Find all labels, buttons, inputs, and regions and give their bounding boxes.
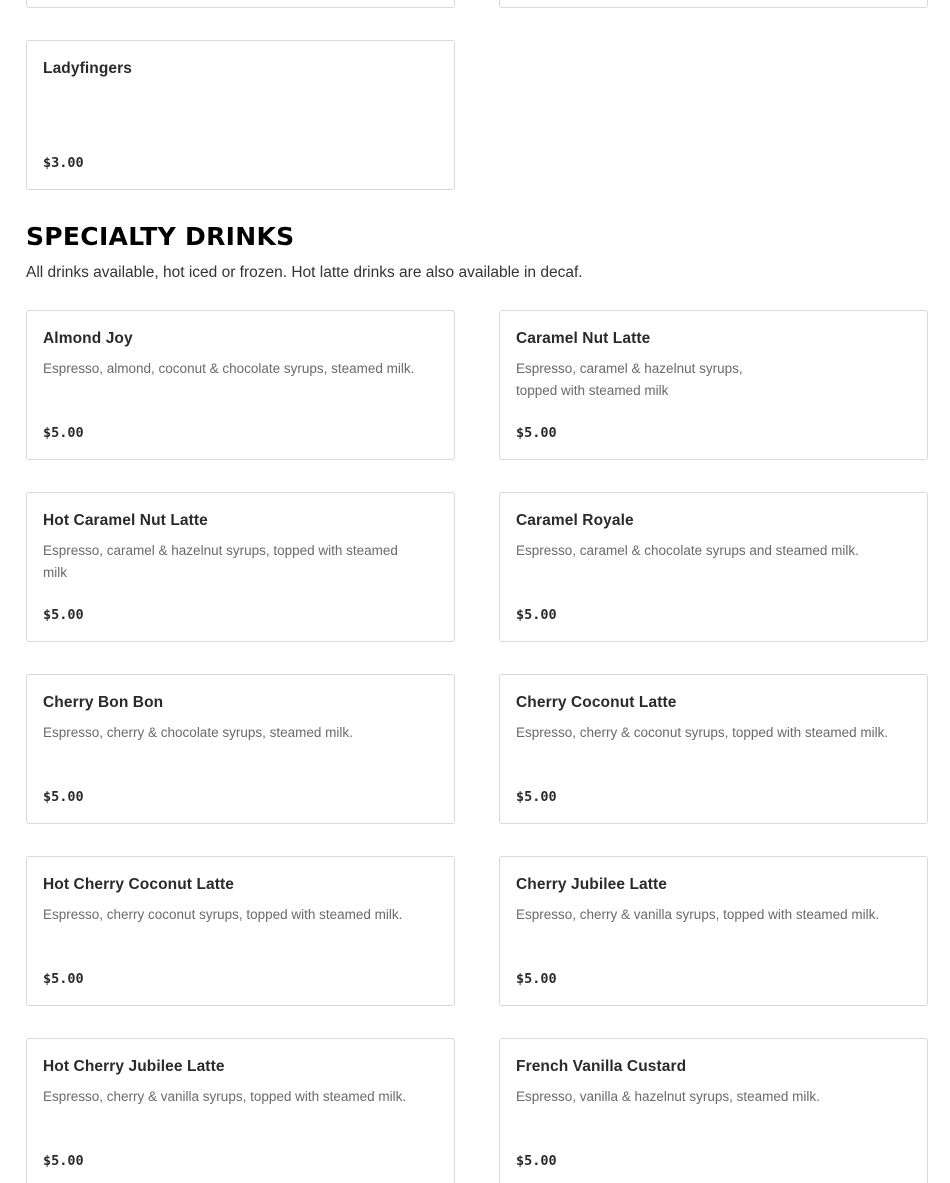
menu-item-name: Hot Cherry Jubilee Latte xyxy=(43,1058,225,1075)
menu-item-name: Cherry Bon Bon xyxy=(43,694,164,711)
section-subtitle: All drinks available, hot iced or frozen. Hot latte drinks are also available in decaf. xyxy=(26,264,583,281)
menu-item-name: Cherry Coconut Latte xyxy=(516,694,677,711)
menu-item-card-almond-joy[interactable] xyxy=(26,310,455,460)
menu-item-price: $3.00 xyxy=(43,155,84,171)
menu-item-card-cutoff[interactable] xyxy=(26,0,455,8)
menu-item-name: Caramel Royale xyxy=(516,512,634,529)
menu-item-price: $5.00 xyxy=(516,425,557,441)
menu-item-price: $5.00 xyxy=(43,789,84,805)
menu-item-card-cherry-bon-bon[interactable] xyxy=(26,674,455,824)
menu-item-name: Almond Joy xyxy=(43,330,133,347)
menu-item-price: $5.00 xyxy=(516,1153,557,1169)
menu-item-name: French Vanilla Custard xyxy=(516,1058,687,1075)
menu-item-name: Hot Cherry Coconut Latte xyxy=(43,876,234,893)
menu-item-description: Espresso, cherry & vanilla syrups, topped with steamed milk. xyxy=(516,907,880,922)
menu-item-description: Espresso, caramel & hazelnut syrups, topped with steamed milk xyxy=(43,543,398,580)
menu-item-price: $5.00 xyxy=(43,425,84,441)
section-title: SPECIALTY DRINKS xyxy=(26,222,295,251)
menu-item-description: Espresso, cherry coconut syrups, topped with steamed milk. xyxy=(43,907,403,922)
menu-item-description: Espresso, cherry & coconut syrups, topped with steamed milk. xyxy=(516,725,889,740)
menu-item-price: $5.00 xyxy=(516,789,557,805)
menu-item-card-ladyfingers[interactable] xyxy=(26,40,455,190)
menu-item-name: Ladyfingers xyxy=(43,60,132,77)
menu-item-price: $5.00 xyxy=(43,607,84,623)
menu-item-price: $5.00 xyxy=(43,1153,84,1169)
menu-item-description: Espresso, caramel & hazelnut syrups, topped with steamed milk xyxy=(516,361,743,398)
menu-item-price: $5.00 xyxy=(516,971,557,987)
menu-item-price: $5.00 xyxy=(43,971,84,987)
menu-item-name: Caramel Nut Latte xyxy=(516,330,651,347)
menu-item-card-cherry-coconut-latte[interactable] xyxy=(499,674,928,824)
menu-item-name: Hot Caramel Nut Latte xyxy=(43,512,208,529)
menu-item-description: Espresso, almond, coconut & chocolate syrups, steamed milk. xyxy=(43,361,415,376)
menu-item-card-hot-cherry-jubilee-latte[interactable] xyxy=(26,1038,455,1183)
menu-item-description: Espresso, vanilla & hazelnut syrups, steamed milk. xyxy=(516,1089,820,1104)
menu-item-card-caramel-royale[interactable] xyxy=(499,492,928,642)
menu-item-card-cutoff[interactable] xyxy=(499,0,928,8)
menu-item-card-cherry-jubilee-latte[interactable] xyxy=(499,856,928,1006)
menu-item-card-hot-caramel-nut-latte[interactable] xyxy=(26,492,455,642)
menu-item-card-caramel-nut-latte[interactable] xyxy=(499,310,928,460)
menu-item-card-french-vanilla-custard[interactable] xyxy=(499,1038,928,1183)
menu-item-description: Espresso, caramel & chocolate syrups and steamed milk. xyxy=(516,543,859,558)
menu-item-price: $5.00 xyxy=(516,607,557,623)
menu-item-description: Espresso, cherry & vanilla syrups, topped with steamed milk. xyxy=(43,1089,407,1104)
menu-item-name: Cherry Jubilee Latte xyxy=(516,876,668,893)
menu-item-description: Espresso, cherry & chocolate syrups, steamed milk. xyxy=(43,725,353,740)
menu-item-card-hot-cherry-coconut-latte[interactable] xyxy=(26,856,455,1006)
